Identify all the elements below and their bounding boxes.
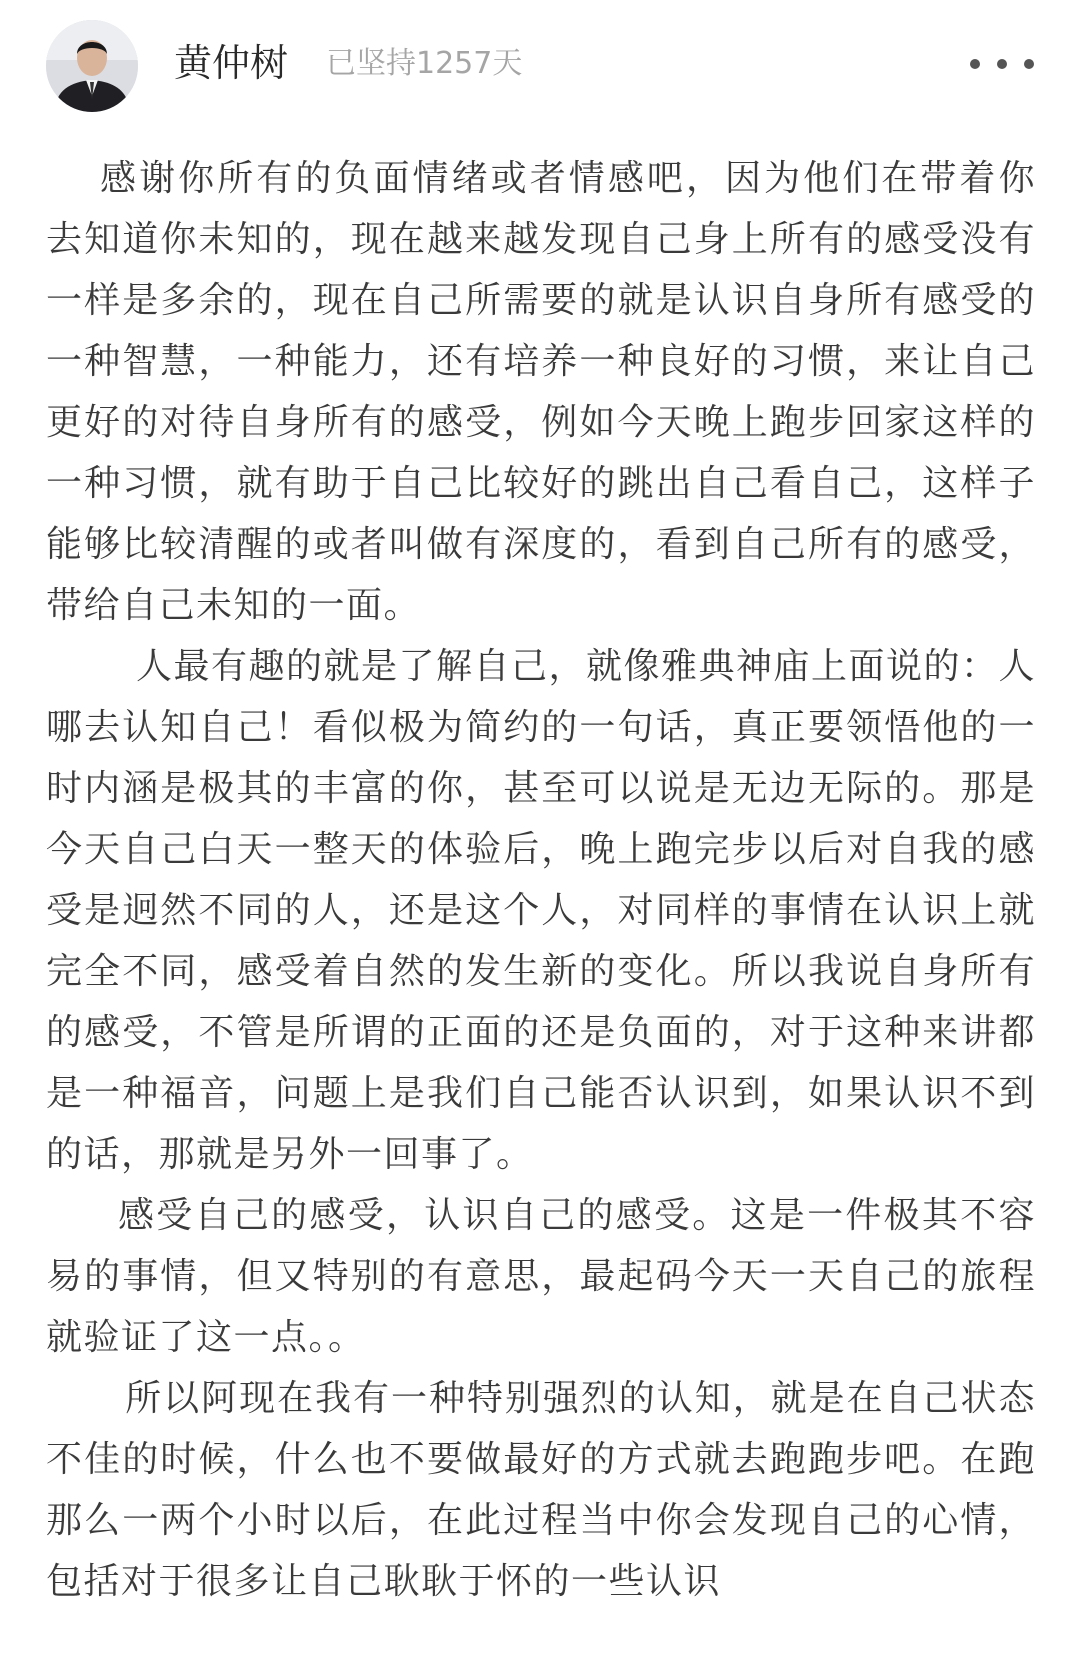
- more-dots-icon: [997, 59, 1007, 69]
- post-content: [46, 148, 1036, 1612]
- post-header: [0, 0, 1080, 120]
- post-paragraph: 感谢你所有的负面情绪或者情感吧，因为他们在带着你去知道你未知的，现在越来越发现自己身上所有的感受没有一样是多余的，现在自己所需要的就是认识自身所有感受的一种智慧，一种能力，还有培养一种良好的习惯，来让自己更好的对待自身所有的感受，例如今天晚上跑步回家这样的一种习惯，就有助于自己比较好的跳出自己看自己，这样子能够比较清醒的或者叫做有深度的，看到自己所有的感受，带给自己未知的一面。: [46, 158, 1036, 626]
- more-dots-icon: [970, 59, 980, 69]
- username[interactable]: 黄仲树: [174, 41, 289, 85]
- post-paragraph: 所以阿现在我有一种特别强烈的认知，就是在自己状态不佳的时候，什么也不要做最好的方式就去跑跑步吧。在跑那么一两个小时以后，在此过程当中你会发现自己的心情，包括对于很多让自己耿耿于怀的一些认识: [46, 1378, 1036, 1602]
- streak-days-label: 已坚持1257天: [326, 46, 523, 81]
- avatar[interactable]: [46, 20, 138, 112]
- user-avatar-icon: [46, 20, 138, 112]
- post-paragraph: 人最有趣的就是了解自己，就像雅典神庙上面说的：人哪去认知自己！看似极为简约的一句话，真正要领悟他的一时内涵是极其的丰富的你，甚至可以说是无边无际的。那是今天自己白天一整天的体验后，晚上跑完步以后对自我的感受是迥然不同的人，还是这个人，对同样的事情在认识上就完全不同，感受着自然的发生新的变化。所以我说自身所有的感受，不管是所谓的正面的还是负面的，对于这种来讲都是一种福音，问题上是我们自己能否认识到，如果认识不到的话，那就是另外一回事了。: [46, 646, 1037, 1175]
- more-options-button[interactable]: [970, 44, 1034, 84]
- post-paragraph: 感受自己的感受，认识自己的感受。这是一件极其不容易的事情，但又特别的有意思，最起码今天一天自己的旅程就验证了这一点。。: [46, 1195, 1036, 1358]
- more-dots-icon: [1024, 59, 1034, 69]
